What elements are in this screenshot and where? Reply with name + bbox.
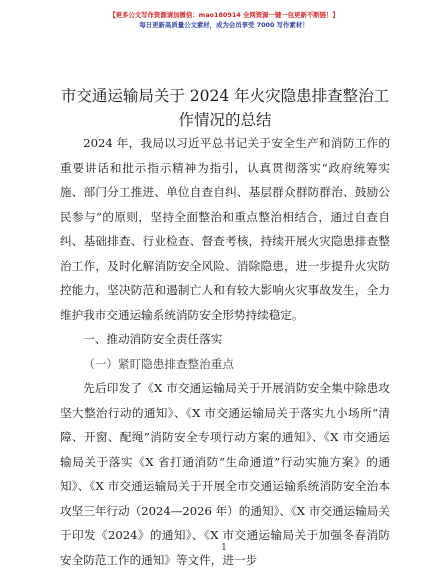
document-body [60, 131, 390, 572]
intro-paragraph: 2024 年，我局以习近平总书记关于安全生产和消防工作的重要讲话和批示指示精神为指引，认真贯彻落实“政府统筹实施、部门分工推进、单位自查自纠、基层群众群防群治、鼓励公民参与”的原则，坚持全面整治和重点整治相结合，通过自查自纠、基础排查、行业检查、督查考核，持续开展火灾隐患排查整治工作，及时化解消防安全风险、消除隐患，进一步提升火灾防控能力，坚决防范和遏制亡人和有较大影响火灾事故发生，全力维护我市交通运输系统消防安全形势持续稳定。 [60, 136, 390, 322]
section-heading: 一、推动消防安全责任落实 [83, 332, 223, 346]
body-paragraph: 先后印发了《X 市交通运输局关于开展消防安全集中除患攻坚大整治行动的通知》、《X 市交通运输局关于落实九小场所“清障、开窗、配绳”消防安全专项行动方案的通知》、《X 市交通运输局关于落实《X 省打通消防“生命通道”行动实施方案》的通知》、《X 市交通运输局关于开展全市交通运输系统消防安全治本攻坚三年行动（2024—2026 年）的通知》、《X 市交通运输局关于印发《2024》的通知》、《X 市交通运输局关于加强冬春消防安全防范工作的通知》等文件，进一步 [60, 381, 390, 567]
page-number: 1 [221, 543, 227, 553]
promo-line-membership: 每日更新高质量公文素材，成为会员享受 7000 写作素材！ [139, 21, 309, 29]
document-title: 市交通运输局关于 2024 年火灾隐患排查整治工作情况的总结 [60, 87, 390, 129]
subsection-heading: （一）紧盯隐患排查整治重点 [83, 356, 234, 371]
promo-line-wechat: 【更多公文写作资源请加微信：mao180914 全网资源一键一包更新不断链！】 [109, 11, 339, 19]
promo-banner [0, 10, 448, 30]
